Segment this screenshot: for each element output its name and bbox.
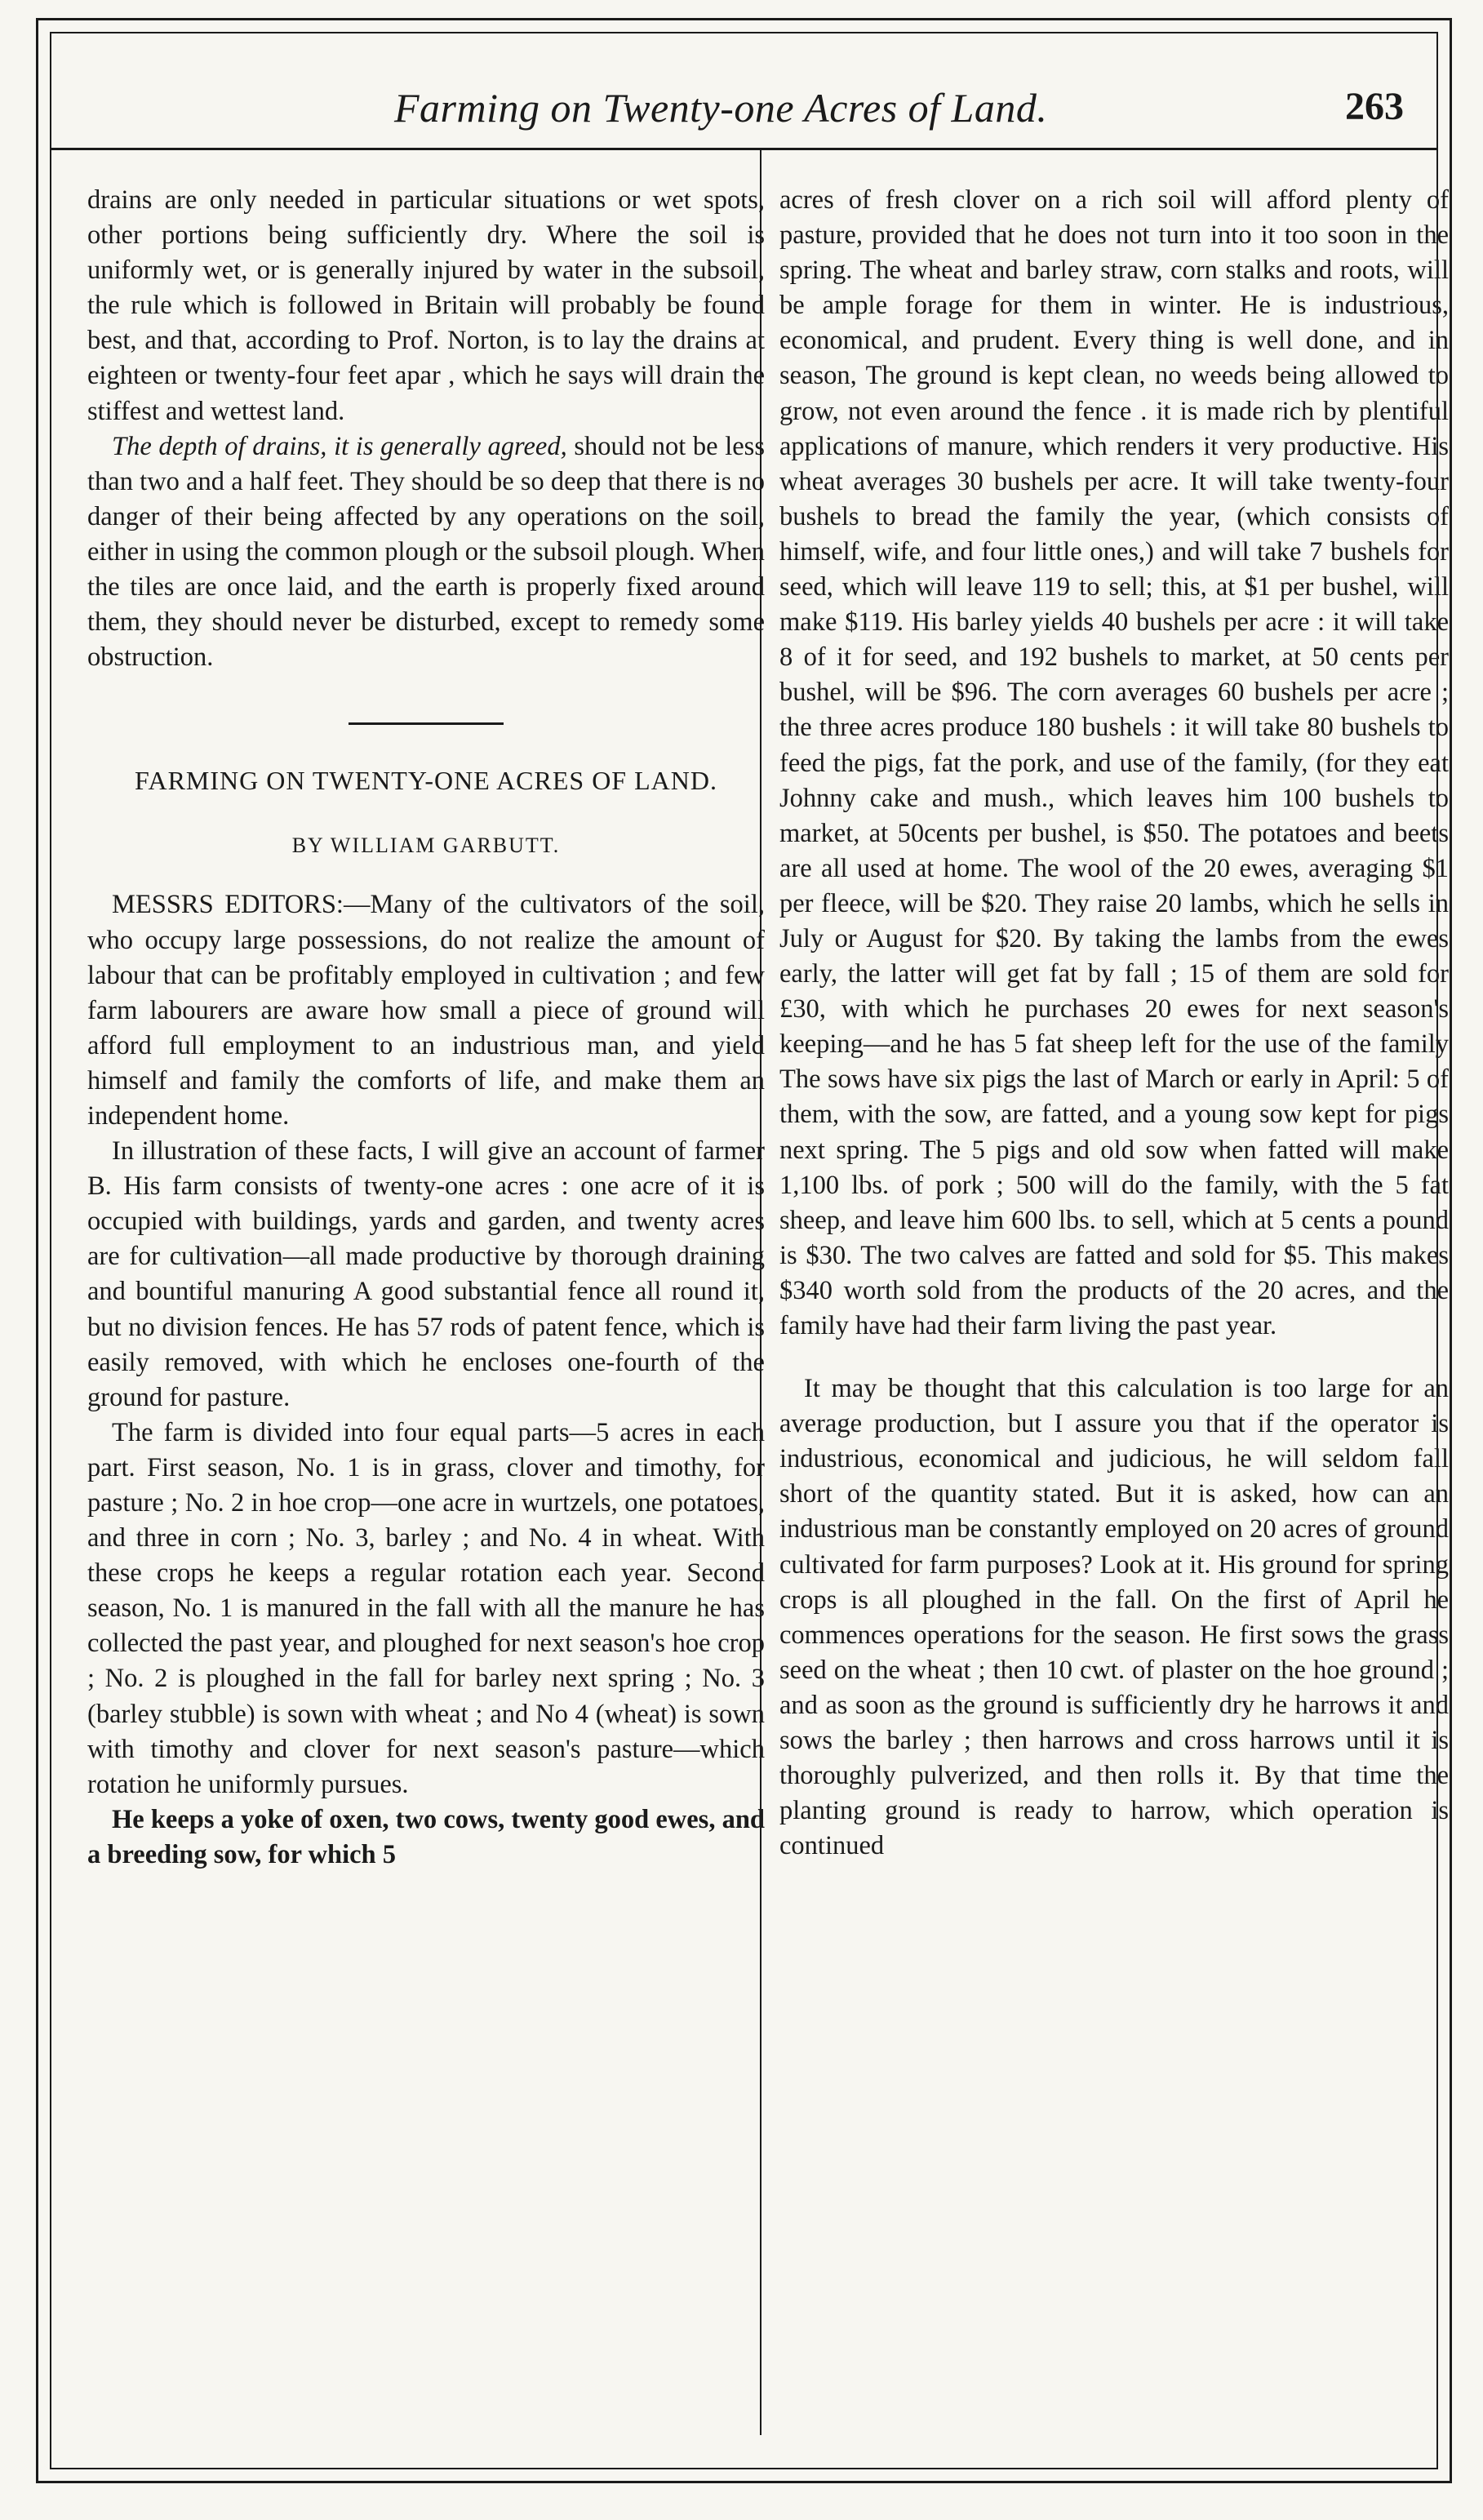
right-column bbox=[779, 183, 1449, 1864]
section-rule bbox=[349, 722, 504, 725]
article-title: FARMING ON TWENTY-ONE ACRES OF LAND. bbox=[135, 766, 717, 796]
letter-paragraph-3: The farm is divided into four equal parts—5 acres in each part. First season, No. 1 is in grass, clover and timothy, for pasture ; No. 2 in hoe crop—one acre in wurtzels, one potatoes, and three in corn ; No. 3, barley ; and No. 4 in wheat. With these crops he keeps a regular rotation each year. Second season, No. 1 is manured in the fall with all the manure he has collected the past year, and ploughed for next season's hoe crop ; No. 2 is ploughed in the fall for barley next spring ; No. 3 (barley stubble) is sown with wheat ; and No 4 (wheat) is sown with timothy and clover for next season's pasture—which rotation he uniformly pursues. bbox=[87, 1417, 765, 1799]
right-paragraph-2: It may be thought that this calculation is too large for an average production, but I assure you that if the operator is industrious, economical and judicious, he will seldom fall short of the quantity stated. But it is asked, how can an industrious man be constantly employed on 20 acres of ground cultivated for farm purposes? Look at it. His ground for spring crops is all ploughed in the fall. On the first of April he commences operations for the season. He first sows the grass seed on the wheat ; then 10 cwt. of plaster on the hoe ground ; and as soon as the ground is sufficiently dry he harrows it and sows the barley ; then harrows and cross harrows until it is thoroughly pulverized, and then rolls it. By that time the planting ground is ready to harrow, which operation is continued bbox=[779, 1374, 1449, 1861]
page-frame bbox=[36, 18, 1452, 2483]
right-paragraph-1: acres of fresh clover on a rich soil will afford plenty of pasture, provided that he does not turn into it too soon in the spring. The wheat and barley straw, corn stalks and roots, will be ample forage for them in winter. He is industrious, economical, and prudent. Every thing is well done, and in season, The ground is kept clean, no weeds being allowed to grow, not even around the fence . it is made rich by plentiful applications of manure, which renders it very productive. His wheat averages 30 bushels per acre. It will take twenty-four bushels to bread the family the year, (which consists of himself, wife, and four little ones,) and will take 7 bushels for seed, which will leave 119 to sell; this, at $1 per bushel, will make $119. His barley yields 40 bushels per acre : it will take 8 of it for seed, and 192 bushels to market, at 50 cents per bushel, will be $96. The corn averages 60 bushels per acre ; the three acres produce 180 bushels : it will take 80 bushels to feed the pigs, fat the pork, and use of the family, (for they eat Johnny cake and mush., which leaves him 100 bushels to market, at 50cents per bushel, is $50. The potatoes and beets are all used at home. The wool of the 20 ewes, averaging $1 per fleece, will be $20. They raise 20 lambs, which he sells in July or August for $20. By taking the lambs from the ewes early, the latter will get fat by fall ; 15 of them are sold for £30, with which he purchases 20 ewes for next season's keeping—and he has 5 fat sheep left for the use of the family The sows have six pigs the last of March or early in April: 5 of them, with the sow, are fatted, and a young sow kept for pigs next spring. The 5 pigs and old sow when fatted will make 1,100 lbs. of pork ; 500 will do the family, with the 5 fat sheep, and leave him 600 lbs. to sell, which at 5 cents a pound is $30. The two calves are fatted and sold for $5. This makes $340 worth sold from the products of the 20 acres, and the family have had their farm living the past year. bbox=[779, 185, 1449, 1340]
page-header bbox=[51, 33, 1436, 150]
text-columns bbox=[51, 150, 1449, 2468]
byline: BY WILLIAM GARBUTT. bbox=[291, 833, 561, 858]
letter-paragraph-1: MESSRS EDITORS:—Many of the cultivators of the soil, who occupy large possessions, do not realize the amount of labour that can be profitably employed in cultivation ; and few farm labourers are aware how small a piece of ground will afford full employment to an industrious man, and yield himself and family the comforts of life, and make them an independent home. bbox=[87, 890, 765, 1131]
running-title: Farming on Twenty-one Acres of Land. bbox=[394, 85, 1048, 131]
letter-paragraph-2: In illustration of these facts, I will give an account of farmer B. His farm consists of twenty-one acres : one acre of it is occupied with buildings, yards and garden, and twenty acres are for cultivation—all made productive by thorough draining and bountiful manuring A good substantial fence all round it, but no division fences. He has 57 rods of patent fence, which is easily removed, with which he encloses one-fourth of the ground for pasture. bbox=[87, 1136, 765, 1412]
intro-paragraph-2-rest: should not be less than two and a half feet. They should be so deep that there is no danger of their being affected by any operations on the soil, either in using the common plough or the subsoil plough. When the tiles are once laid, and the earth is properly fixed around them, they should never be disturbed, except to remedy some obstruction. bbox=[87, 431, 765, 673]
intro-paragraph-1: drains are only needed in particular situations or wet spots, other portions being sufficiently dry. Where the soil is uniformly wet, or is generally injured by water in the subsoil, the rule which is followed in Britain will probably be found best, and that, according to Prof. Norton, is to lay the drains at eighteen or twenty-four feet apar , which he says will drain the stiffest and wettest land. bbox=[87, 185, 765, 426]
letter-paragraph-4: He keeps a yoke of oxen, two cows, twenty good ewes, and a breeding sow, for which 5 bbox=[87, 1804, 765, 1869]
page-inner-frame bbox=[50, 32, 1449, 2469]
intro-paragraph-2 bbox=[87, 429, 765, 676]
page-number: 263 bbox=[1345, 85, 1404, 128]
intro-paragraph-2-lead: The depth of drains, it is generally agreed, bbox=[112, 431, 567, 461]
left-column bbox=[87, 183, 765, 1873]
